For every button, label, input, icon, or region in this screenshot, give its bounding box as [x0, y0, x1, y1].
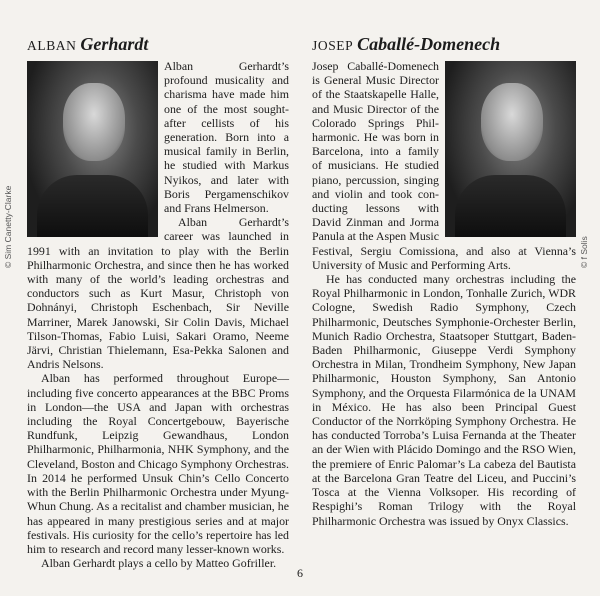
left-column [27, 34, 289, 570]
conductor-heading [312, 34, 576, 56]
soloist-heading [27, 34, 289, 56]
first-name: ALBAN [27, 38, 77, 53]
photo-credit: © f Solis [579, 236, 589, 268]
soloist-photo [27, 61, 158, 237]
page-number: 6 [297, 566, 303, 580]
first-name: JOSEP [312, 38, 354, 53]
bio-paragraph: Alban Gerhardt plays a cello by Matteo Gofriller. [41, 556, 277, 571]
bio-paragraph: Alban Gerhardt’s career was launched in 1991 with an invitation to play with the Berlin Philharmonic Orchestra, and since then he has worked with many of the world’s leading orchestras and conductors such as Kurt Masur, Christoph von Dohnányi, Christoph Eschenbach, Sir Neville Marriner, Marek Janowski, Sir Colin Davis, Michael Tilson-Thomas, Fabio Luisi, Sakari Oramo, Neeme Järvi, Christian Thielemann, Esa-Pekka Salonen and Andris Nelsons. [27, 215, 289, 372]
right-column [312, 34, 576, 528]
bio-paragraph: Josep Caballé-Domenech is General Music Director of the Staatskapelle Halle, and Music Director of the Colorado Springs Philharmonic. He was born in Barcelona, into a family of musicians. He studied piano, percussion, singing and violin and took conducting lessons with David Zinman and Jorma Panula at the Aspen Music Festival, Sergiu Comissiona, and also at Vienna’s University of Music and Performing Arts. [312, 59, 576, 272]
photo-credit: © Sim Canetty-Clarke [3, 185, 13, 268]
last-name: Caballé-Domenech [357, 34, 501, 54]
bio-paragraph: Alban has performed throughout Europe—including five concerto appearances at the BBC Proms in London—the USA and Japan with orchestras including the Royal Concertgebouw, Bayerische Rundfunk, Leipzig Gewandhaus, London Philharmonic, Philharmonia, NHK Symphony, and the Cleveland, Boston and Chicago Symphony Orchestras. In 2014 he performed Unsuk Chin’s Cello Concerto with the Berlin Philharmonic Orchestra under Myung-Whun Chung. As a recitalist and chamber musician, he has appeared in many prestigious series and at major festivals. His curiosity for the cello’s repertoire has led him to research and record many lesser-known works. [27, 371, 289, 556]
bio-paragraph: Alban Gerhardt’s profound musicality and charisma have made him one of the most sought-after cellists of his generation. Born into a musical family in Berlin, he studied with Markus Nyikos, and later with Boris Pergamenschikov and Frans Helmerson. [164, 59, 289, 216]
last-name: Gerhardt [80, 34, 149, 54]
bio-paragraph: He has conducted many orchestras including the Royal Philharmonic in London, Tonhalle Zurich, WDR Cologne, Swedish Radio Symphony, Czech Philharmonic, Deutsches Symphonie-Orchester Berlin, Munich Radio Orchestra, Staatsoper Stuttgart, Baden-Baden Philharmonic, Giuseppe Verdi Symphony Orchestra in Milan, Trondheim Symphony, New Japan Philharmonic, Houston Symphony, San Antonio Symphony, and the Orquesta Filarmónica de la UNAM in México. He has also been Principal Guest Conductor of the Norrköping Symphony Orchestra. He has conducted Torroba’s Luisa Fernanda at the Theater an der Wien with Plácido Domingo and the RSO Wien, the premiere of Enric Palomar’s La cabeza del Bautista at the Barcelona Gran Teatre del Liceu, and Puccini’s Tosca at the Vienna Volksoper. His recording of Respighi’s Roman Trilogy with the Royal Philharmonic Orchestra was issued by Onyx Classics. [312, 272, 576, 528]
conductor-photo [445, 61, 576, 237]
